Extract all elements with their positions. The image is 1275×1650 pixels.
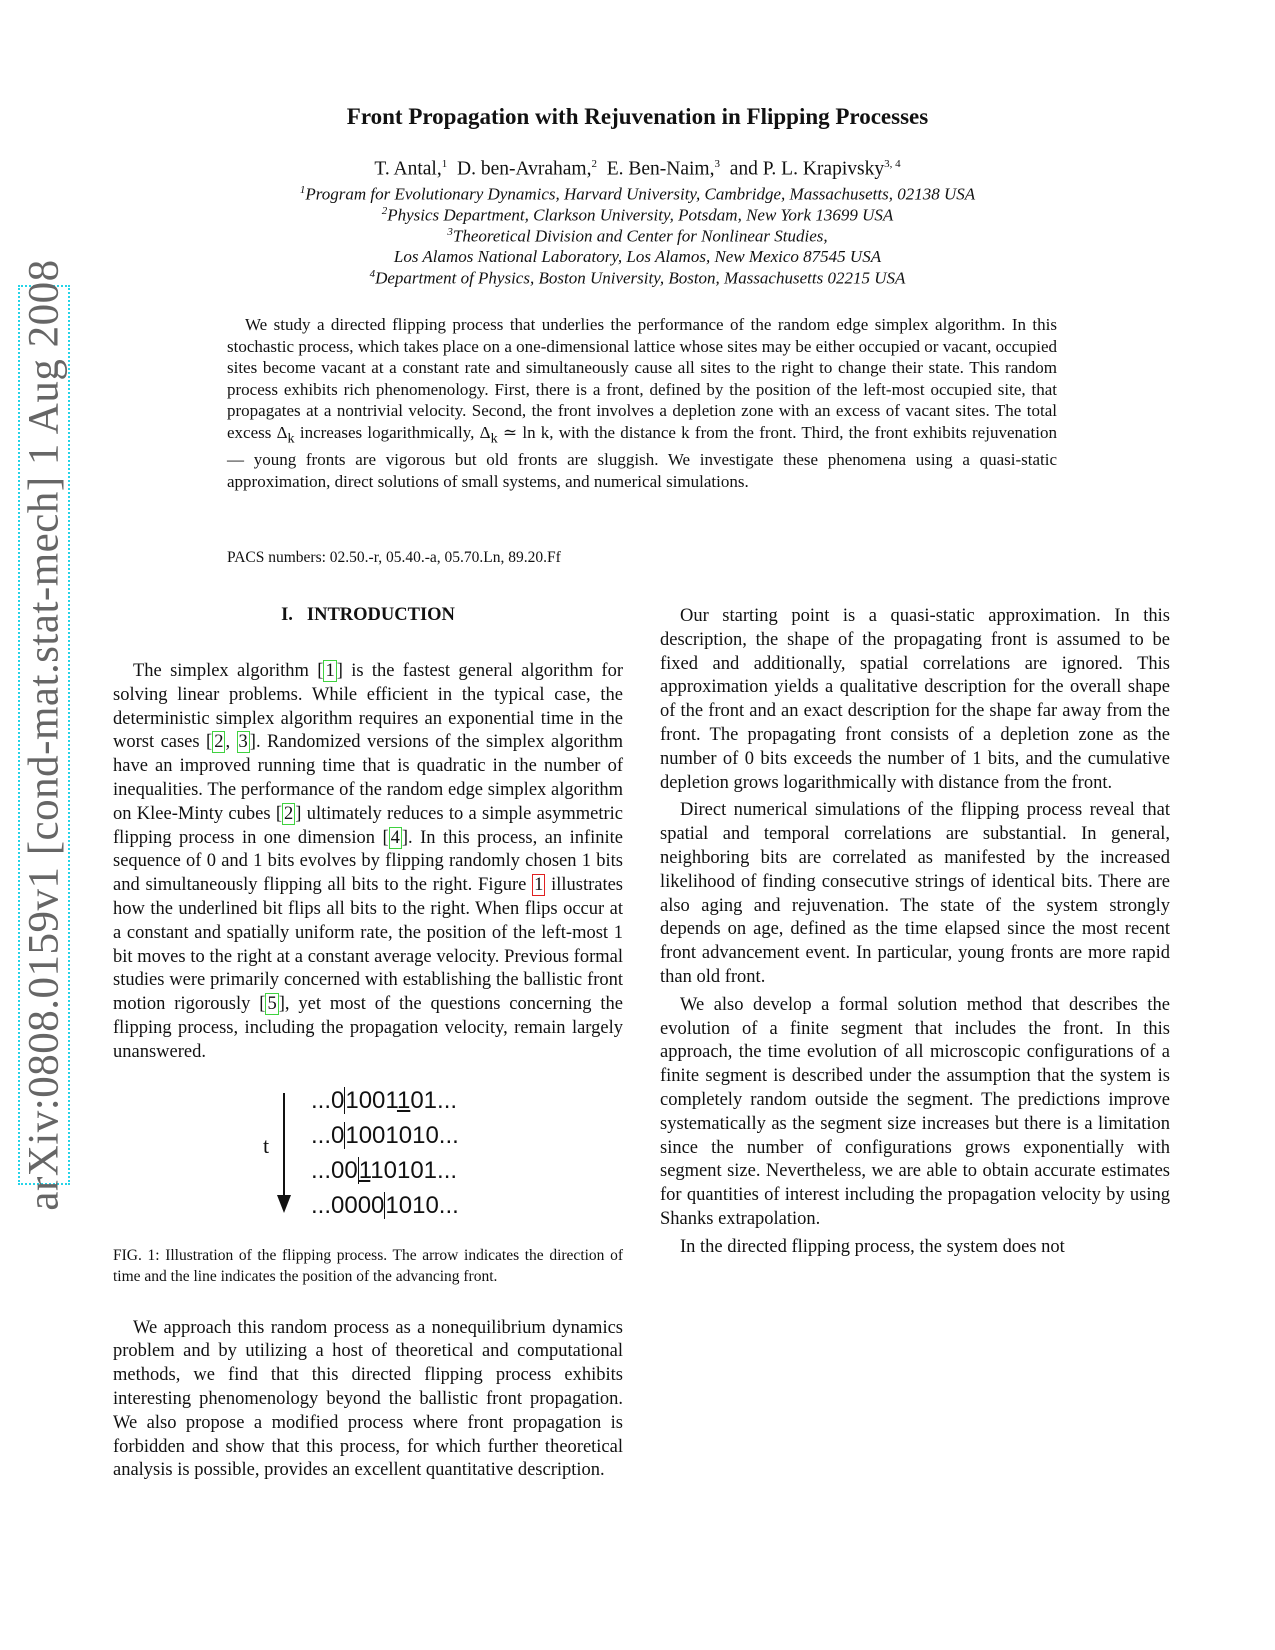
section-heading: I. INTRODUCTION [281, 605, 455, 625]
intro-paragraph-1: The simplex algorithm [ 1 ] is the fastest general algorithm for solving linear problems. While efficient in the typical case, the deterministic simplex algorithm requires an exponential time in the worst cases [ 2 , 3 ]. Randomized versions of the simplex algorithm have an improved running time that is quadratic in the number of inequalities. The performance of the random edge simplex algorithm on Klee-Minty cubes [ 2 ] ultimately reduces to a simple asymmetric flipping process in one dimension [ 4 ]. In this process, an infinite sequence of 0 and 1 bits evolves by flipping randomly chosen 1 bits and simultaneously flipping all bits to the right. Figure 1 illustrates how the underlined bit flips all bits to the right. When flips occur at a constant and spatially uniform rate, the position of the left-most 1 bit moves to the right at a constant average velocity. Previous formal studies were primarily concerned with establishing the ballistic front motion rigorously [ 5 ], yet most of the questions concerning the flipping process, including the propagation velocity, remain largely unanswered. [113, 661, 624, 1062]
arxiv-identifier-text: arXiv:0808.0159v1 [cond-mat.stat-mech] 1 Aug 2008 [20, 259, 68, 1211]
bit-row: ...00110101... [311, 1156, 458, 1184]
author-name: T. Antal, [374, 158, 442, 180]
intro-paragraph-2: We approach this random process as a nonequilibrium dynamics problem and by utilizing a host of theoretical and computational methods, we find that this directed flipping process exhibits interesting phenomenology beyond the ballistic front propagation. We also propose a modified process where front propagation is forbidden and show that this process, for which further theoretical analysis is possible, provides an excellent quantitative description. [113, 1317, 623, 1481]
time-arrow-line [283, 1093, 285, 1197]
figure-1-caption: FIG. 1: Illustration of the flipping process. The arrow indicates the direction of time and the line indicates the position of the advancing front. [113, 1246, 623, 1285]
intro-paragraph-5: We also develop a formal solution method that describes the evolution of a finite segment that includes the front. In this approach, the time evolution of all microscopic configurations of a finite segment is described under the assumption that the system is completely random outside the segment. The predictions improve systematically as the segment size increases but there is a limitation since the number of configurations grows exponentially with segment size. Nevertheless, we are able to obtain accurate estimates for quantities of interest including the propagation velocity by using Shanks extrapolation. [660, 994, 1170, 1229]
author-list [0, 158, 1275, 181]
affiliation: $^4$Department of Physics, Boston University, Boston, Massachusetts 02215 USA [369, 268, 906, 288]
time-arrow-head-icon [277, 1195, 291, 1213]
figure-reference-link[interactable]: 1 [534, 875, 544, 896]
affiliation: $^2$Physics Department, Clarkson University, Potsdam, New York 13699 USA [381, 205, 894, 225]
left-column [113, 605, 623, 1483]
intro-paragraph-4: Direct numerical simulations of the flipping process reveal that spatial and temporal correlations are substantial. In general, neighboring bits are correlated as manifested by the increased likelihood of finding consecutive strings of identical bits. There are also aging and rejuvenation. The state of the system strongly depends on age, defined as the time elapsed since the most recent front advancement event. In particular, young fronts are more rapid than old front. [660, 800, 1170, 987]
citation-link[interactable]: 2 [284, 803, 294, 824]
citation-link[interactable]: 4 [390, 827, 400, 848]
pacs-numbers: PACS numbers: 02.50.-r, 05.40.-a, 05.70.Ln, 89.20.Ff [227, 549, 561, 566]
intro-paragraph-3: Our starting point is a quasi-static approximation. In this description, the shape of the propagating front is assumed to be fixed and additionally, spatial correlations are ignored. This approximation yields a qualitative description for the overall shape of the front and an exact description for the shape far away from the front. The propagating front consists of a depletion zone as the number of 0 bits exceeds the number of 1 bits, and the cumulative depletion grows logarithmically with distance from the front. [660, 606, 1170, 793]
bit-sequence-block [311, 1083, 459, 1223]
affiliation: $^1$Program for Evolutionary Dynamics, Harvard University, Cambridge, Massachusetts, 02138 USA [299, 184, 976, 204]
right-column [660, 605, 1170, 1260]
time-axis-label: t [263, 1132, 270, 1158]
author-sup: 2 [591, 158, 597, 170]
paper-title: Front Propagation with Rejuvenation in Flipping Processes [346, 104, 929, 129]
arxiv-identifier-stamp[interactable] [18, 259, 70, 1211]
citation-link[interactable]: 5 [267, 994, 277, 1015]
affiliation: $^3$Theoretical Division and Center for Nonlinear Studies, [447, 226, 828, 246]
author-sup: 3 [714, 158, 720, 170]
affiliation: Los Alamos National Laboratory, Los Alamos, New Mexico 87545 USA [393, 247, 882, 266]
citation-link[interactable]: 3 [238, 732, 248, 753]
author-name: D. ben-Avraham, [456, 158, 592, 180]
citation-link[interactable]: 1 [325, 661, 335, 681]
author-sup: 1 [441, 158, 448, 170]
abstract: We study a directed flipping process that underlies the performance of the random edge simplex algorithm. In this stochastic process, which takes place on a one-dimensional lattice whose sites may be either occupied or vacant, occupied sites become vacant at a constant rate and simultaneously cause all sites to the right to change their state. This random process exhibits rich phenomenology. First, there is a front, defined by the position of the left-most occupied site, that propagates at a nontrivial velocity. Second, the front involves a depletion zone with an excess of vacant sites. The total excess $\Delta_k$ increases logarithmically, $\Delta_k$ ≃ ln k, with the distance k from the front. Third, the front exhibits rejuvenation — young fronts are vigorous but old fronts are sluggish. We investigate these phenomena using a quasi-static approximation, direct solutions of small systems, and numerical simulations. [227, 315, 1057, 491]
citation-link[interactable]: 2 [214, 732, 224, 753]
bit-row: ...00001010... [311, 1191, 459, 1219]
bit-row: ...01001101... [311, 1086, 458, 1114]
figure-1 [113, 1083, 623, 1233]
author-name: and P. L. Krapivsky [729, 158, 885, 180]
bit-row: ...01001010... [311, 1121, 459, 1149]
author-sup: 3, 4 [884, 158, 901, 170]
intro-paragraph-6: In the directed flipping process, the system does not [680, 1236, 1065, 1257]
author-name: E. Ben-Naim, [606, 158, 715, 180]
